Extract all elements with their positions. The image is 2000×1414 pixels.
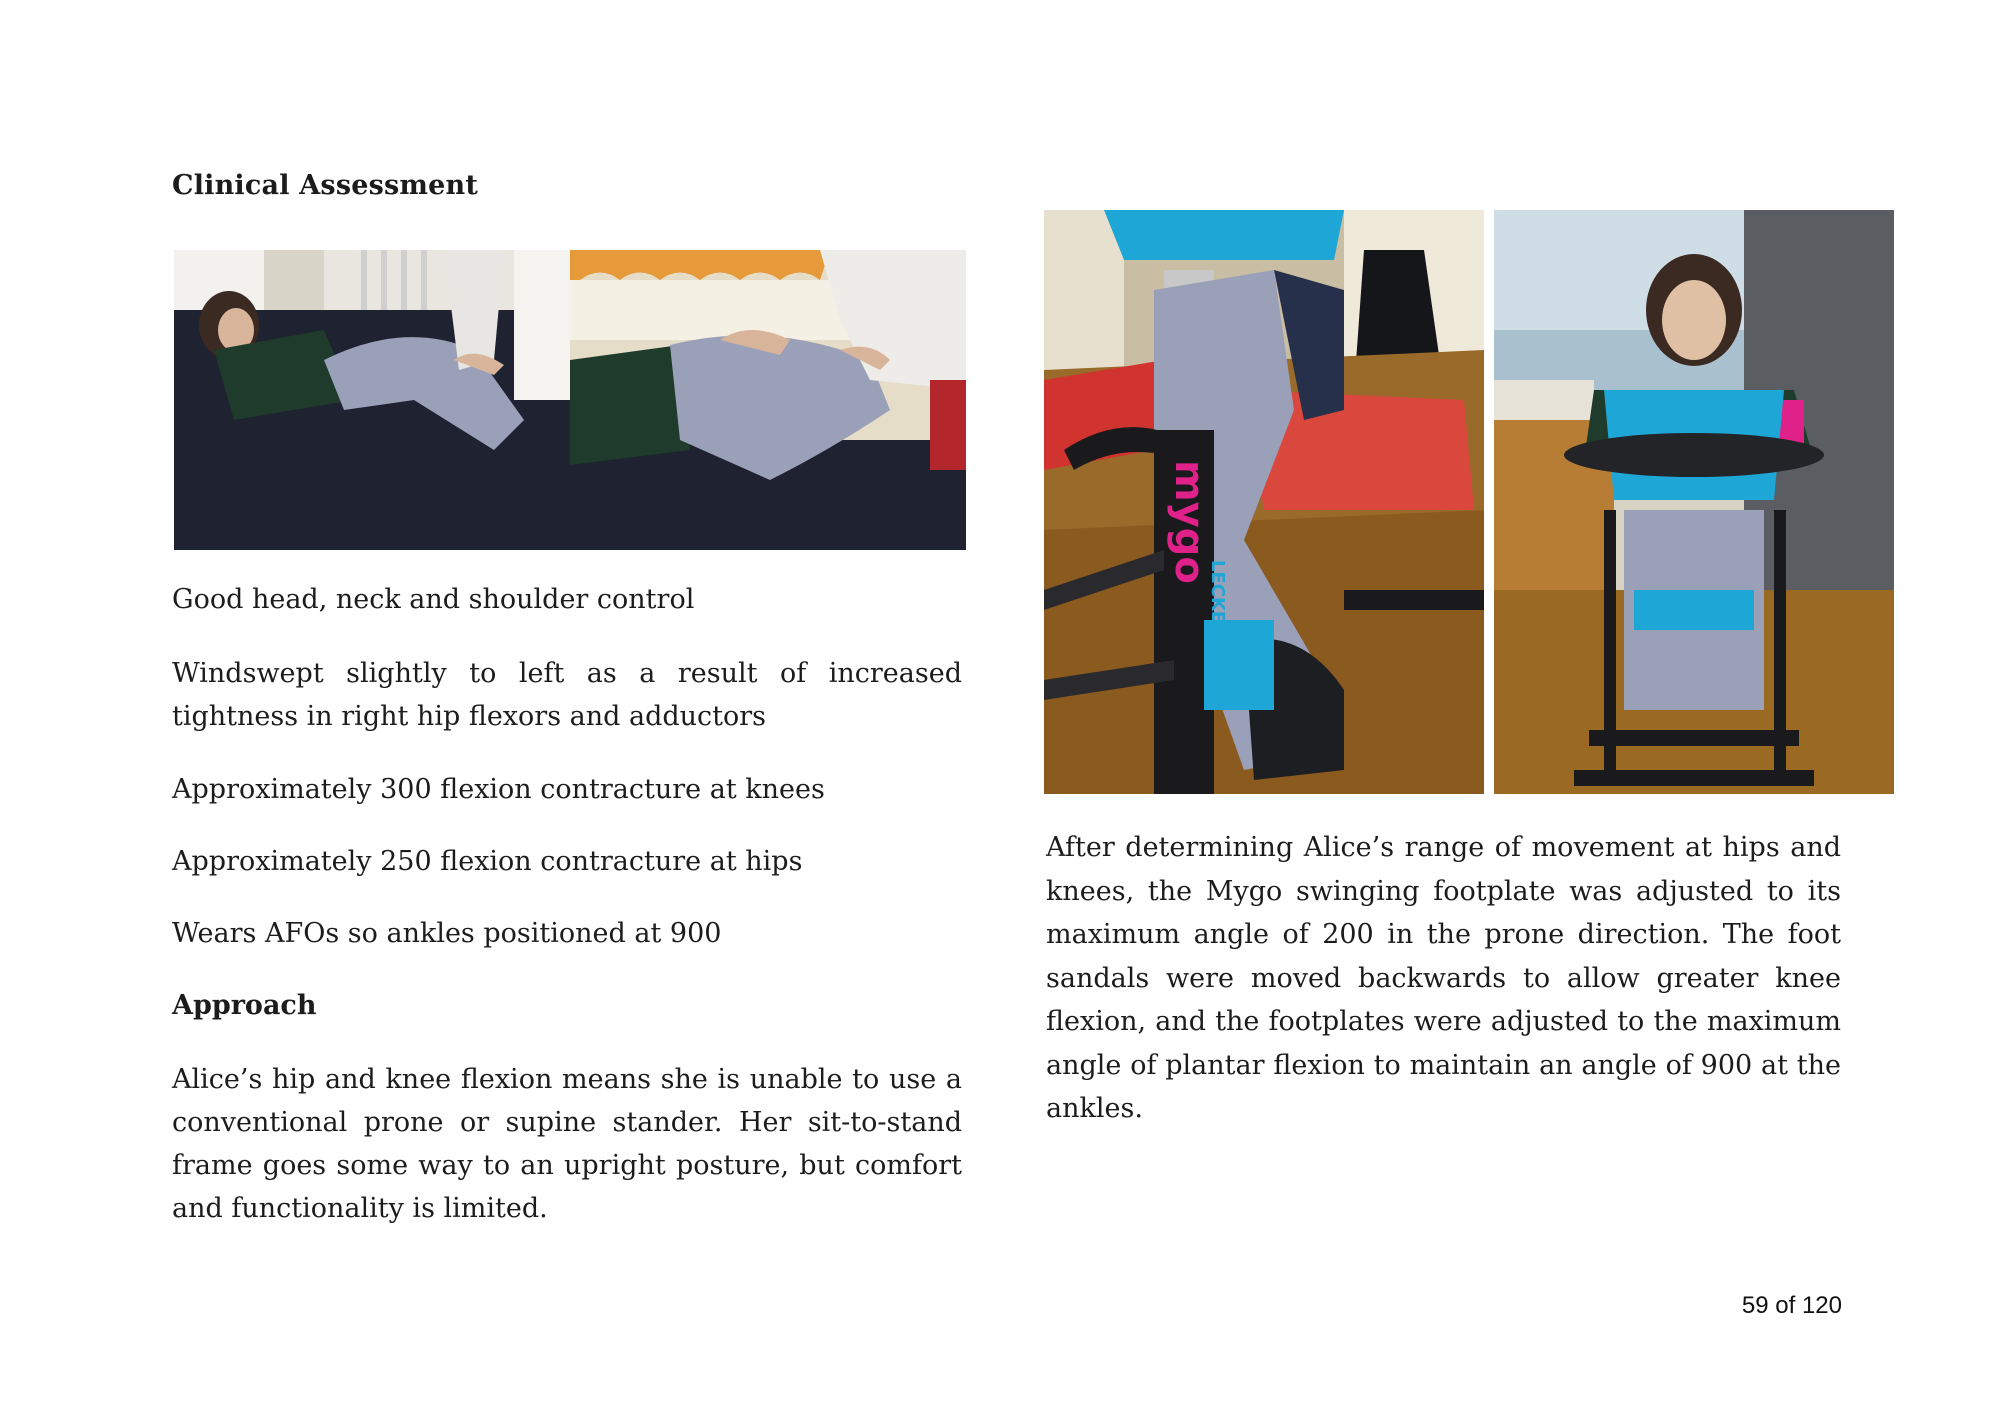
mygo-closeup-photo bbox=[1044, 210, 1484, 794]
assessment-photo-right bbox=[570, 250, 966, 550]
assessment-paragraph: Wears AFOs so ankles positioned at 900 bbox=[172, 918, 722, 949]
page-number: 59 of 120 bbox=[1741, 1292, 1842, 1319]
assessment-paragraph: Good head, neck and shoulder control bbox=[172, 584, 695, 615]
assessment-paragraph: Approximately 300 flexion contracture at knees bbox=[172, 774, 825, 805]
assessment-photo-left bbox=[174, 250, 570, 550]
section-heading-clinical-assessment: Clinical Assessment bbox=[172, 170, 479, 201]
mygo-adjustment-paragraph: After determining Alice’s range of movement at hips and knees, the Mygo swinging footplate was adjusted to its maximum angle of 200 in the prone direction. The foot sandals were moved backwards to allow greater knee flexion, and the footplates were adjusted to the maximum angle of plantar flexion to maintain an angle of 900 at the ankles. bbox=[1046, 832, 1841, 1124]
leckey-logo: LECKEY bbox=[1207, 560, 1228, 637]
mygo-logo: mygo bbox=[1166, 460, 1212, 584]
assessment-paragraph: Approximately 250 flexion contracture at hips bbox=[172, 846, 803, 877]
approach-paragraph: Alice’s hip and knee flexion means she is unable to use a conventional prone or supine stander. Her sit-to-stand frame goes some way to an upright posture, but comfort and functionality is limited. bbox=[172, 1064, 962, 1224]
assessment-paragraph: Windswept slightly to left as a result of increased tightness in right hip flexors and adductors bbox=[172, 658, 962, 732]
section-heading-approach: Approach bbox=[172, 990, 317, 1021]
mygo-standing-photo bbox=[1494, 210, 1894, 794]
